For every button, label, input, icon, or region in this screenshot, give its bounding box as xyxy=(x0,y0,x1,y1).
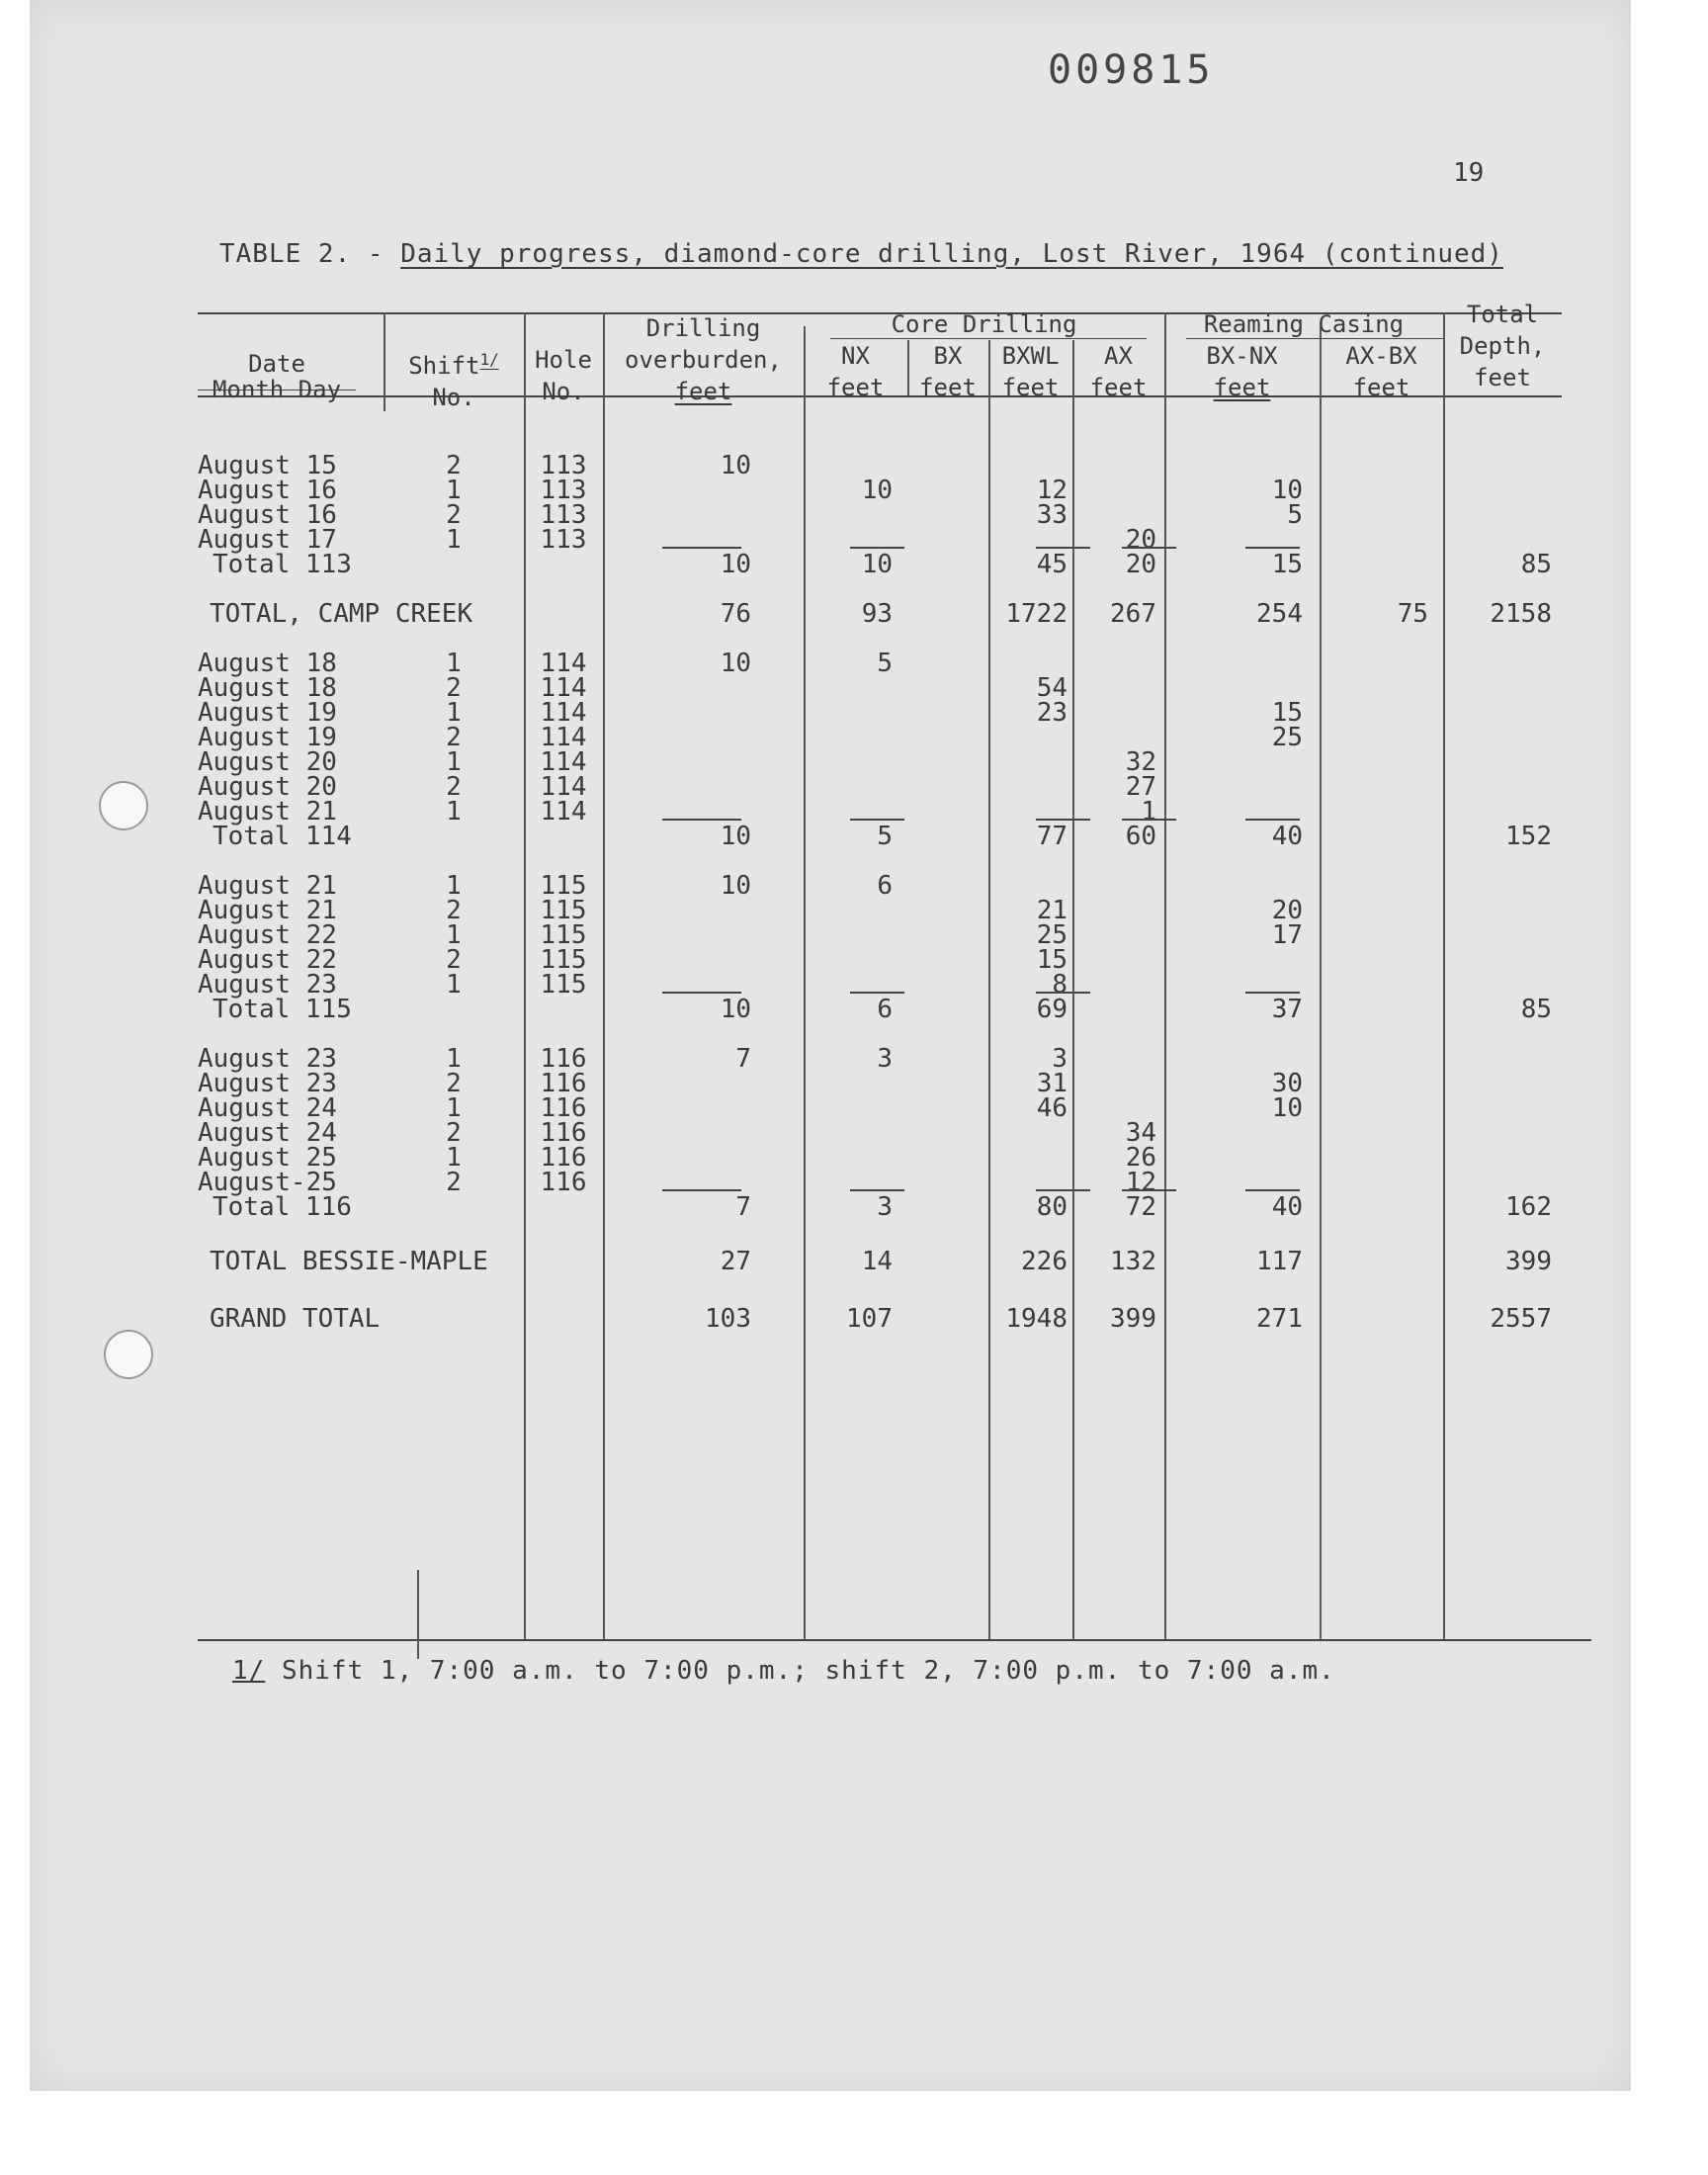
row-hole: 115 xyxy=(540,945,587,975)
header-bxwl-line1: BXWL xyxy=(1001,342,1060,370)
binder-hole xyxy=(99,781,148,830)
row-shift: 2 xyxy=(446,945,462,975)
table-title-main: Daily progress, diamond-core drilling, Lost River, 1964 (continued) xyxy=(400,239,1503,269)
footnote-text: Shift 1, 7:00 a.m. to 7:00 p.m.; shift 2, 7:00 p.m. to 7:00 a.m. xyxy=(281,1656,1335,1686)
row-hole: 115 xyxy=(540,896,587,925)
header-core-drilling: Core Drilling xyxy=(891,310,1077,338)
col-rule xyxy=(417,1570,419,1659)
row-ob: 76 xyxy=(720,599,751,629)
header-bx-line2: feet xyxy=(919,374,977,401)
row-shift: 2 xyxy=(446,451,462,480)
header-shift-footnote-mark: 1/ xyxy=(479,350,499,369)
row-date: August 19 xyxy=(198,698,337,728)
row-date: August 22 xyxy=(198,945,337,975)
row-date: Total 113 xyxy=(213,550,352,579)
header-overburden-line1: Drilling xyxy=(645,314,761,342)
row-date: August 15 xyxy=(198,451,337,480)
row-hole: 114 xyxy=(540,797,587,826)
row-hole: 114 xyxy=(540,673,587,703)
row-bxwl: 15 xyxy=(1036,945,1068,975)
row-bxnx: 15 xyxy=(1271,550,1303,579)
header-date xyxy=(198,348,356,405)
row-bxnx: 271 xyxy=(1256,1304,1303,1334)
row-hole: 113 xyxy=(540,476,587,505)
row-date: Total 114 xyxy=(213,822,352,851)
subtotal-rule xyxy=(1122,1189,1176,1191)
row-hole: 113 xyxy=(540,525,587,555)
row-bxwl: 1722 xyxy=(1005,599,1068,629)
row-nx: 14 xyxy=(861,1247,893,1276)
row-bxnx: 10 xyxy=(1271,1093,1303,1123)
header-shift-line1 xyxy=(384,344,524,382)
header-shift-line2: No. xyxy=(432,384,475,411)
row-shift: 2 xyxy=(446,1118,462,1148)
row-nx: 107 xyxy=(846,1304,893,1334)
row-ax: 20 xyxy=(1125,550,1156,579)
row-shift: 1 xyxy=(446,698,462,728)
row-total: 399 xyxy=(1505,1247,1552,1276)
row-shift: 2 xyxy=(446,896,462,925)
row-shift: 1 xyxy=(446,871,462,901)
row-total: 85 xyxy=(1520,550,1552,579)
row-shift: 2 xyxy=(446,772,462,802)
header-nx-line2: feet xyxy=(826,374,885,401)
row-shift: 1 xyxy=(446,476,462,505)
row-date: TOTAL BESSIE-MAPLE xyxy=(210,1247,488,1276)
row-date: August 22 xyxy=(198,920,337,950)
subtotal-rule xyxy=(1036,547,1090,549)
row-bxwl: 12 xyxy=(1036,476,1068,505)
row-bxwl: 21 xyxy=(1036,896,1068,925)
row-ax: 132 xyxy=(1110,1247,1156,1276)
row-bxnx: 40 xyxy=(1271,822,1303,851)
row-hole: 115 xyxy=(540,871,587,901)
row-hole: 114 xyxy=(540,772,587,802)
row-total: 162 xyxy=(1505,1192,1552,1222)
row-ob: 10 xyxy=(720,451,751,480)
row-date: August 24 xyxy=(198,1093,337,1123)
col-rule xyxy=(1443,312,1445,1639)
row-shift: 1 xyxy=(446,920,462,950)
table-bottom-rule xyxy=(198,1639,1591,1641)
subtotal-rule xyxy=(1122,819,1176,821)
row-ax: 60 xyxy=(1125,822,1156,851)
subtotal-rule xyxy=(1245,819,1300,821)
row-date: Total 115 xyxy=(213,995,352,1024)
footnote xyxy=(232,1656,1335,1686)
subtotal-rule xyxy=(1245,992,1300,994)
row-ax: 267 xyxy=(1110,599,1156,629)
row-bxnx: 20 xyxy=(1271,896,1303,925)
row-hole: 115 xyxy=(540,920,587,950)
row-date: August 20 xyxy=(198,747,337,777)
header-ax-line2: feet xyxy=(1089,374,1148,401)
header-bxwl-line2: feet xyxy=(1001,374,1060,401)
row-ob: 7 xyxy=(735,1044,751,1074)
subtotal-rule xyxy=(850,1189,904,1191)
table-title xyxy=(219,239,1503,269)
subtotal-rule xyxy=(1122,547,1176,549)
header-nx xyxy=(804,340,907,403)
subtotal-rule xyxy=(662,1189,741,1191)
row-shift: 1 xyxy=(446,649,462,678)
header-hole-line2: No. xyxy=(542,378,585,405)
header-total-line1: Total xyxy=(1466,301,1539,328)
row-axbx: 75 xyxy=(1397,599,1428,629)
row-bxnx: 10 xyxy=(1271,476,1303,505)
header-ax xyxy=(1072,340,1164,403)
document-number: 009815 xyxy=(1048,47,1215,93)
row-shift: 2 xyxy=(446,500,462,530)
drilling-progress-table xyxy=(198,297,1562,1661)
row-bxnx: 30 xyxy=(1271,1069,1303,1098)
row-date: August 25 xyxy=(198,1143,337,1173)
row-date: August 24 xyxy=(198,1118,337,1148)
row-ob: 10 xyxy=(720,871,751,901)
row-bxnx: 5 xyxy=(1287,500,1303,530)
header-date-line1: Date xyxy=(248,350,305,378)
header-shift-label: Shift xyxy=(408,352,480,380)
header-bxnx xyxy=(1164,340,1320,403)
header-axbx xyxy=(1320,340,1443,403)
header-hole xyxy=(524,344,603,407)
row-ax: 32 xyxy=(1125,747,1156,777)
subtotal-rule xyxy=(850,547,904,549)
row-shift: 2 xyxy=(446,1168,462,1197)
row-date: August 23 xyxy=(198,1069,337,1098)
subtotal-rule xyxy=(1036,819,1090,821)
row-nx: 5 xyxy=(877,822,893,851)
row-nx: 3 xyxy=(877,1192,893,1222)
row-nx: 5 xyxy=(877,649,893,678)
header-shift xyxy=(384,344,524,413)
row-hole: 113 xyxy=(540,451,587,480)
header-reaming-casing: Reaming Casing xyxy=(1203,310,1405,338)
row-shift: 2 xyxy=(446,1069,462,1098)
header-bxnx-line1: BX-NX xyxy=(1206,342,1278,370)
header-total-line3: feet xyxy=(1474,364,1531,392)
row-bxwl: 31 xyxy=(1036,1069,1068,1098)
row-bxnx: 25 xyxy=(1271,723,1303,752)
header-bx xyxy=(907,340,988,403)
table-title-prefix: TABLE 2. - xyxy=(219,239,401,269)
row-hole: 116 xyxy=(540,1093,587,1123)
binder-hole xyxy=(104,1330,153,1379)
row-nx: 6 xyxy=(877,871,893,901)
header-bx-line1: BX xyxy=(933,342,963,370)
row-date: August-25 xyxy=(198,1168,337,1197)
row-hole: 114 xyxy=(540,698,587,728)
col-rule xyxy=(1320,326,1322,1639)
row-bxnx: 40 xyxy=(1271,1192,1303,1222)
subtotal-rule xyxy=(662,819,741,821)
subtotal-rule xyxy=(1245,1189,1300,1191)
row-nx: 93 xyxy=(861,599,893,629)
col-rule xyxy=(804,326,806,1639)
row-date: August 20 xyxy=(198,772,337,802)
header-overburden xyxy=(603,312,804,407)
header-date-line2: Month Day xyxy=(212,376,342,403)
subtotal-rule xyxy=(662,547,741,549)
header-ax-line1: AX xyxy=(1104,342,1133,370)
row-shift: 1 xyxy=(446,1143,462,1173)
row-bxwl: 23 xyxy=(1036,698,1068,728)
col-rule xyxy=(603,312,605,1639)
row-ax: 399 xyxy=(1110,1304,1156,1334)
row-total: 2158 xyxy=(1490,599,1552,629)
header-overburden-line2: overburden, xyxy=(625,346,782,374)
row-date: August 21 xyxy=(198,797,337,826)
row-date: Total 116 xyxy=(213,1192,352,1222)
header-total-depth xyxy=(1443,299,1562,393)
row-shift: 1 xyxy=(446,970,462,1000)
row-bxnx: 117 xyxy=(1256,1247,1303,1276)
row-total: 152 xyxy=(1505,822,1552,851)
header-total-line2: Depth, xyxy=(1459,332,1546,360)
row-bxwl: 46 xyxy=(1036,1093,1068,1123)
row-ob: 7 xyxy=(735,1192,751,1222)
row-hole: 115 xyxy=(540,970,587,1000)
row-date: August 18 xyxy=(198,673,337,703)
row-hole: 116 xyxy=(540,1168,587,1197)
row-ob: 10 xyxy=(720,822,751,851)
header-nx-line1: NX xyxy=(841,342,870,370)
footnote-mark: 1/ xyxy=(232,1656,266,1686)
row-bxnx: 15 xyxy=(1271,698,1303,728)
row-date: GRAND TOTAL xyxy=(210,1304,381,1334)
row-bxwl: 54 xyxy=(1036,673,1068,703)
row-total: 2557 xyxy=(1490,1304,1552,1334)
row-shift: 1 xyxy=(446,797,462,826)
row-date: August 16 xyxy=(198,500,337,530)
subtotal-rule xyxy=(1036,1189,1090,1191)
row-shift: 1 xyxy=(446,747,462,777)
header-overburden-line3: feet xyxy=(674,378,732,405)
row-date: August 21 xyxy=(198,896,337,925)
row-bxwl: 80 xyxy=(1036,1192,1068,1222)
row-hole: 113 xyxy=(540,500,587,530)
row-bxwl: 25 xyxy=(1036,920,1068,950)
row-shift: 1 xyxy=(446,525,462,555)
row-ob: 27 xyxy=(720,1247,751,1276)
row-shift: 1 xyxy=(446,1093,462,1123)
row-total: 85 xyxy=(1520,995,1552,1024)
row-ax: 72 xyxy=(1125,1192,1156,1222)
row-date: August 17 xyxy=(198,525,337,555)
row-bxwl: 69 xyxy=(1036,995,1068,1024)
row-nx: 10 xyxy=(861,476,893,505)
row-bxwl: 77 xyxy=(1036,822,1068,851)
row-ax: 26 xyxy=(1125,1143,1156,1173)
row-hole: 116 xyxy=(540,1044,587,1074)
header-bxnx-line2: feet xyxy=(1213,374,1271,401)
header-axbx-line1: AX-BX xyxy=(1345,342,1417,370)
row-date: August 19 xyxy=(198,723,337,752)
subtotal-rule xyxy=(662,992,741,994)
row-bxwl: 8 xyxy=(1052,970,1068,1000)
subtotal-rule xyxy=(1245,547,1300,549)
row-shift: 2 xyxy=(446,723,462,752)
row-hole: 114 xyxy=(540,649,587,678)
row-hole: 116 xyxy=(540,1069,587,1098)
row-bxwl: 1948 xyxy=(1005,1304,1068,1334)
subtotal-rule xyxy=(850,992,904,994)
row-ax: 20 xyxy=(1125,525,1156,555)
row-hole: 116 xyxy=(540,1143,587,1173)
row-bxwl: 33 xyxy=(1036,500,1068,530)
row-bxnx: 17 xyxy=(1271,920,1303,950)
row-ob: 10 xyxy=(720,995,751,1024)
header-axbx-line2: feet xyxy=(1352,374,1410,401)
row-shift: 1 xyxy=(446,1044,462,1074)
row-shift: 2 xyxy=(446,673,462,703)
row-bxnx: 37 xyxy=(1271,995,1303,1024)
row-nx: 10 xyxy=(861,550,893,579)
row-bxwl: 3 xyxy=(1052,1044,1068,1074)
header-bxwl xyxy=(988,340,1072,403)
row-bxwl: 45 xyxy=(1036,550,1068,579)
row-date: August 16 xyxy=(198,476,337,505)
row-date: August 21 xyxy=(198,871,337,901)
row-date: August 23 xyxy=(198,1044,337,1074)
row-bxwl: 226 xyxy=(1021,1247,1068,1276)
row-date: TOTAL, CAMP CREEK xyxy=(210,599,473,629)
row-nx: 6 xyxy=(877,995,893,1024)
row-bxnx: 254 xyxy=(1256,599,1303,629)
row-date: August 23 xyxy=(198,970,337,1000)
row-hole: 114 xyxy=(540,747,587,777)
row-date: August 18 xyxy=(198,649,337,678)
row-ob: 10 xyxy=(720,649,751,678)
row-ob: 10 xyxy=(720,550,751,579)
header-hole-line1: Hole xyxy=(535,346,592,374)
row-ax: 12 xyxy=(1125,1168,1156,1197)
row-ax: 34 xyxy=(1125,1118,1156,1148)
row-ax: 27 xyxy=(1125,772,1156,802)
row-ob: 103 xyxy=(705,1304,751,1334)
row-ax: 1 xyxy=(1141,797,1156,826)
subtotal-rule xyxy=(850,819,904,821)
row-nx: 3 xyxy=(877,1044,893,1074)
subtotal-rule xyxy=(1036,992,1090,994)
page-number: 19 xyxy=(1453,158,1485,188)
row-hole: 114 xyxy=(540,723,587,752)
row-hole: 116 xyxy=(540,1118,587,1148)
